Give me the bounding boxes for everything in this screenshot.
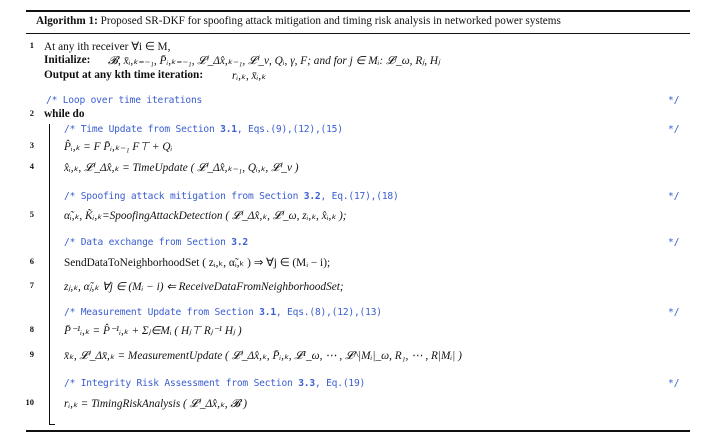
section-ref: 3.2 <box>303 191 321 202</box>
line-number: 1 <box>29 40 34 50</box>
comment-ref: , Eqs.(9),(12),(15) <box>236 124 343 135</box>
section-ref: 3.3 <box>298 378 315 389</box>
section-ref: 3.1 <box>220 124 237 135</box>
caption-rule <box>26 33 690 34</box>
line-number: 2 <box>29 108 34 118</box>
output-label: Output at any kth time iteration: <box>44 69 204 81</box>
information-update: P̄⁻¹ᵢ,ₖ = P̂⁻¹ᵢ,ₖ + Σⱼ∈Mᵢ ( Hⱼ⊤ Rⱼ⁻¹ Hⱼ ) <box>64 325 242 337</box>
comment-end: */ <box>668 307 680 318</box>
line-number: 6 <box>29 256 34 266</box>
line-number: 3 <box>29 140 34 150</box>
comment-text: /* Loop over time iterations <box>46 95 203 106</box>
while-block-end <box>49 424 55 425</box>
comment-ref: , Eqs.(8),(12),(13) <box>275 307 382 318</box>
comment-text: /* Time Update from Section <box>64 124 221 135</box>
covariance-prediction: P̂ᵢ,ₖ = F P̄ᵢ,ₖ₋₁ F⊤ + Qᵢ <box>64 141 173 153</box>
comment-text: /* Integrity Risk Assessment from Section <box>64 378 299 389</box>
comment-text: /* Spoofing attack mitigation from Section <box>64 191 304 202</box>
output-values: rᵢ,ₖ, x̄ᵢ,ₖ <box>232 70 266 82</box>
line-number: 8 <box>29 324 34 334</box>
while-block-bar <box>49 124 50 424</box>
top-rule <box>26 10 690 12</box>
timing-risk-call: rᵢ,ₖ = TimingRiskAnalysis ( 𝓛ⁱ_Δx̂,ₖ, 𝓑 ) <box>64 398 247 410</box>
line-number: 9 <box>29 349 34 359</box>
spoofing-detection-call: α̃ᵢ,ₖ, K̃ᵢ,ₖ=SpoofingAttackDetection ( 𝓛ⁱ_Δx̂,ₖ, 𝓛ⁱ_ω, zᵢ,ₖ, x̂ᵢ,ₖ ); <box>64 210 347 222</box>
comment-ref: , Eq.(17),(18) <box>320 191 399 202</box>
section-ref: 3.1 <box>259 307 276 318</box>
comment-end: */ <box>668 191 680 202</box>
line-number: 5 <box>29 209 34 219</box>
comment-text: /* Data exchange from Section <box>64 237 232 248</box>
algorithm-caption <box>36 15 561 27</box>
comment-text: /* Measurement Update from Section <box>64 307 260 318</box>
receiver-statement: At any ith receiver ∀i ∈ M, <box>44 41 171 53</box>
send-data-call: SendDataToNeighborhoodSet ( zᵢ,ₖ, α̃ᵢ,ₖ ) ⇒ ∀j ∈ (Mᵢ − i); <box>64 257 331 269</box>
line-number: 4 <box>29 161 34 171</box>
initialize-label: Initialize: <box>44 54 91 66</box>
line-number: 10 <box>25 397 34 407</box>
bottom-rule <box>26 430 690 432</box>
caption-label: Algorithm 1: <box>36 15 98 27</box>
receive-data-call: zⱼ,ₖ, α̃ⱼ,ₖ ∀j ∈ (Mᵢ − i) ⇐ ReceiveDataFromNeighborhoodSet; <box>64 281 344 293</box>
comment-ref: , Eq.(19) <box>314 378 366 389</box>
section-ref: 3.2 <box>231 237 249 248</box>
comment-end: */ <box>668 124 680 135</box>
comment-end: */ <box>668 237 680 248</box>
while-statement: while do <box>44 108 85 120</box>
initialize-params: 𝓑, x̄ᵢ,ₖ₌₋₁, P̄ᵢ,ₖ₌₋₁, 𝓛ⁱ_Δx̂,ₖ₋₁, 𝓛ⁱ_ν, Qᵢ, γ, F; and for j ∈ Mᵢ: 𝓛ʲ_ω, Rⱼ, Hⱼ <box>108 55 440 67</box>
comment-end: */ <box>668 95 680 106</box>
time-update-call: x̂ᵢ,ₖ, 𝓛ⁱ_Δx̂,ₖ = TimeUpdate ( 𝓛ⁱ_Δx̂,ₖ₋₁, Qᵢ,ₖ, 𝓛ⁱ_ν ) <box>64 162 299 174</box>
caption-text: Proposed SR-DKF for spoofing attack mitigation and timing risk analysis in networked power systems <box>100 15 561 27</box>
line-number: 7 <box>29 280 34 290</box>
comment-end: */ <box>668 378 680 389</box>
measurement-update-call: x̄ₖ, 𝓛ⁱ_Δx̄,ₖ = MeasurementUpdate ( 𝓛ⁱ_Δx̂,ₖ, P̄ᵢ,ₖ, 𝓛¹_ω, ⋯ , 𝓛^|Mᵢ|_ω, R₁, ⋯ , R|Mᵢ| ) <box>64 350 462 362</box>
